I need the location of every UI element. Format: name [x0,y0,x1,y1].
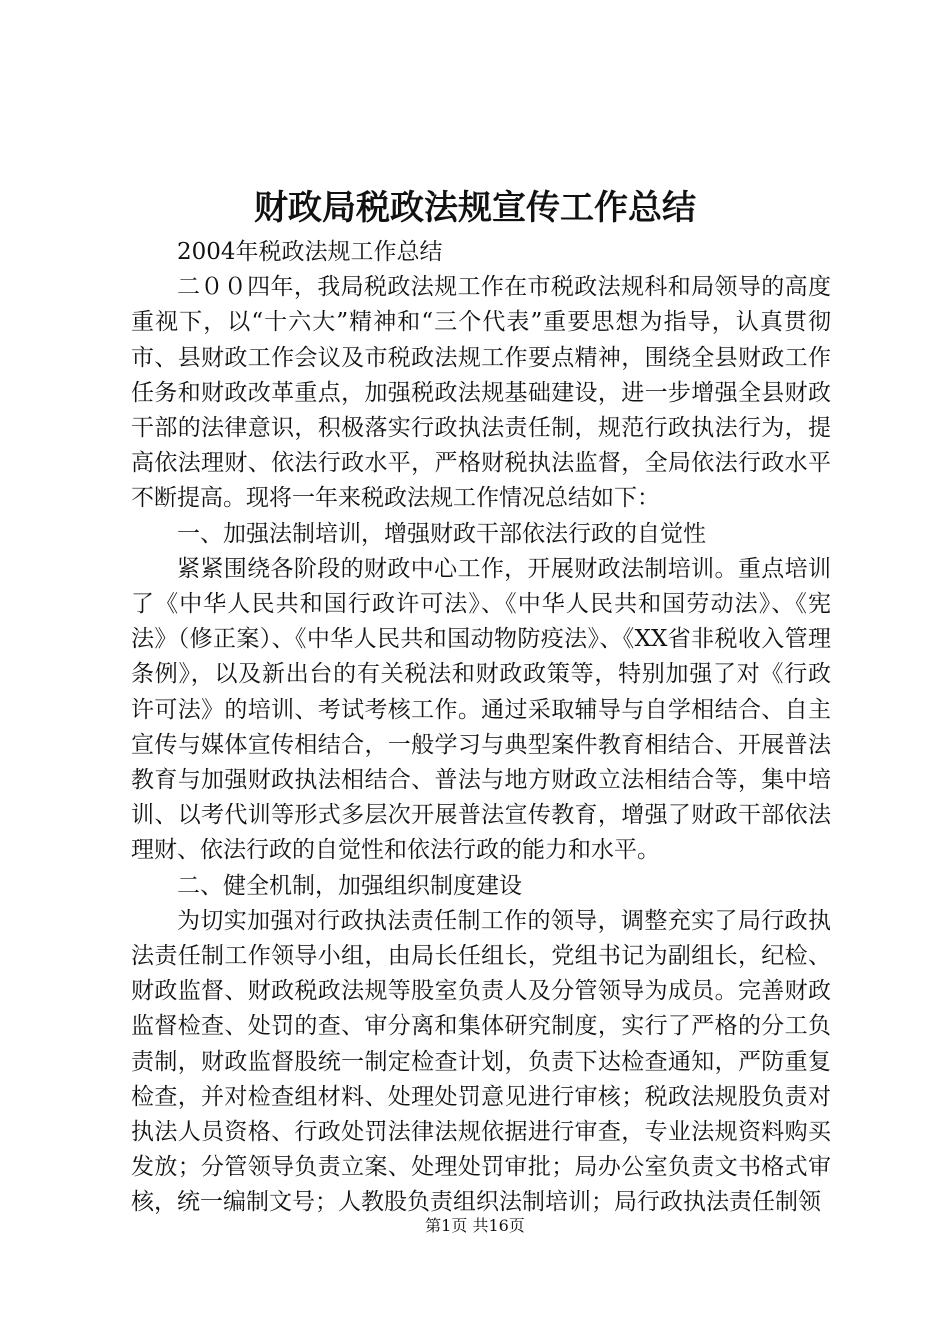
section-heading-1: 一、加强法制培训，增强财政干部依法行政的自觉性 [177,520,706,547]
section-heading-2: 二、健全机制，加强组织制度建设 [177,872,522,899]
paragraph-training: 紧紧围绕各阶段的财政中心工作，开展财政法制培训。重点培训了《中华人民共和国行政许可法》、《中华人民共和国劳动法》、《宪法》（修正案）、《中华人民共和国动物防疫法》、《XX省非税收入管理条例》，以及新出台的有关税法和财政政策等，特别加强了对《行政许可法》的培训、考试考核工作。通过采取辅导与自学相结合、自主宣传与媒体宣传相结合，一般学习与典型案件教育相结合、开展普法教育与加强财政执法相结合、普法与地方财政立法相结合等，集中培训、以考代训等形式多层次开展普法宣传教育，增强了财政干部依法理财、依法行政的自觉性和依法行政的能力和水平。 [131,555,831,864]
page-footer: 第1页 共16页 [425,1216,525,1235]
paragraph-subtitle: 2004年税政法规工作总结 [177,239,443,265]
paragraph-mechanism: 为切实加强对行政执法责任制工作的领导，调整充实了局行政执法责任制工作领导小组，由局长任组长，党组书记为副组长，纪检、财政监督、财政税政法规等股室负责人及分管领导为成员。完善财政监督检查、处罚的查、审分离和集体研究制度，实行了严格的分工负责制，财政监督股统一制定检查计划，负责下达检查通知，严防重复检查，并对检查组材料、处理处罚意见进行审核；税政法规股负责对执法人员资格、行政处罚法律法规依据进行审查，专业法规资料购买发放；分管领导负责立案、处理处罚审批；局办公室负责文书格式审核，统一编制文号；人教股负责组织法制培训；局行政执法责任制领 [131,907,831,1216]
paragraph-intro: 二００四年，我局税政法规工作在市税政法规科和局领导的高度重视下，以“十六大”精神和“三个代表”重要思想为指导，认真贯彻市、县财政工作会议及市税政法规工作要点精神，围绕全县财政工作任务和财政改革重点，加强税政法规基础建设，进一步增强全县财政干部的法律意识，积极落实行政执法责任制，规范行政执法行为，提高依法理财、依法行政水平，严格财税执法监督，全局依法行政水平不断提高。现将一年来税政法规工作情况总结如下： [131,274,831,512]
document-title: 财政局税政法规宣传工作总结 [254,188,696,228]
document-body [131,235,831,1221]
